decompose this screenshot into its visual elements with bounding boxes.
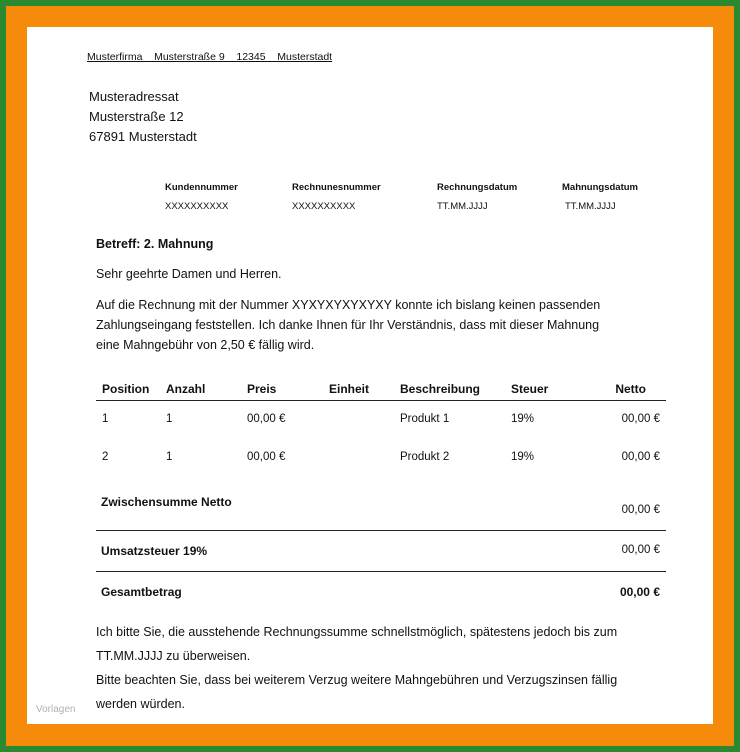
body-line-2: Zahlungseingang feststellen. Ich danke Ihnen für Ihr Verständnis, dass mit dieser Mahnung [96, 318, 600, 332]
table-row-1-description: Produkt 1 [400, 413, 450, 425]
sender-line: Musterfirma Musterstraße 9 12345 Musterstadt [87, 51, 333, 63]
subtotal-rule [96, 530, 666, 531]
table-row-1-price: 00,00 € [247, 413, 286, 425]
meta-label-invoice-date: Rechnungsdatum [437, 182, 518, 193]
vat-value: 00,00 € [621, 544, 660, 556]
table-row-2-price: 00,00 € [247, 451, 286, 463]
recipient-city: 67891 Musterstadt [89, 129, 197, 144]
table-header-quantity: Anzahl [166, 382, 206, 396]
salutation: Sehr geehrte Damen und Herren. [96, 267, 282, 281]
meta-label-invoice-number: Rechnunesnummer [292, 182, 381, 193]
watermark: Vorlagen [36, 704, 76, 715]
total-value: 00,00 € [619, 585, 660, 599]
table-row-1-position: 1 [102, 413, 109, 425]
table-header-unit: Einheit [329, 382, 370, 396]
table-row-2-position: 2 [102, 451, 109, 463]
meta-label-customer-number: Kundennummer [165, 182, 238, 193]
closing-line-2: TT.MM.JJJJ zu überweisen. [96, 649, 251, 663]
table-row-2-net: 00,00 € [621, 451, 660, 463]
meta-value-reminder-date: TT.MM.JJJJ [565, 201, 616, 212]
table-header-net: Netto [615, 382, 646, 396]
meta-value-invoice-date: TT.MM.JJJJ [437, 201, 488, 212]
table-row-1-quantity: 1 [166, 413, 173, 425]
closing-line-1: Ich bitte Sie, die ausstehende Rechnungssumme schnellstmöglich, spätestens jedoch bis zum [96, 625, 618, 639]
subtotal-value: 00,00 € [621, 504, 660, 516]
table-header-rule [96, 400, 666, 401]
table-row-1-tax: 19% [511, 413, 535, 425]
total-label: Gesamtbetrag [101, 585, 182, 599]
body-line-1: Auf die Rechnung mit der Nummer XYXYXYXYXYXY konnte ich bislang keinen passenden [96, 298, 601, 312]
vat-label: Umsatzsteuer 19% [101, 544, 208, 558]
recipient-name: Musteradressat [89, 89, 179, 104]
letter-page [27, 27, 713, 724]
subject-line: Betreff: 2. Mahnung [96, 237, 214, 251]
table-row-2-tax: 19% [511, 451, 535, 463]
body-line-3: eine Mahngebühr von 2,50 € fällig wird. [96, 338, 315, 352]
table-row-2-description: Produkt 2 [400, 451, 450, 463]
meta-value-invoice-number: XXXXXXXXXX [292, 201, 356, 212]
meta-value-customer-number: XXXXXXXXXX [165, 201, 229, 212]
vat-rule [96, 571, 666, 572]
subtotal-label: Zwischensumme Netto [101, 495, 232, 509]
table-header-description: Beschreibung [400, 382, 481, 396]
meta-label-reminder-date: Mahnungsdatum [562, 182, 638, 193]
closing-line-4: werden würden. [96, 697, 185, 711]
recipient-street: Musterstraße 12 [89, 109, 184, 124]
table-header-price: Preis [247, 382, 277, 396]
table-row-1-net: 00,00 € [621, 413, 660, 425]
table-header-position: Position [102, 382, 150, 396]
table-row-2-quantity: 1 [166, 451, 173, 463]
closing-line-3: Bitte beachten Sie, dass bei weiterem Verzug weitere Mahngebühren und Verzugszinsen fällig [96, 673, 618, 687]
table-header-tax: Steuer [511, 382, 549, 396]
